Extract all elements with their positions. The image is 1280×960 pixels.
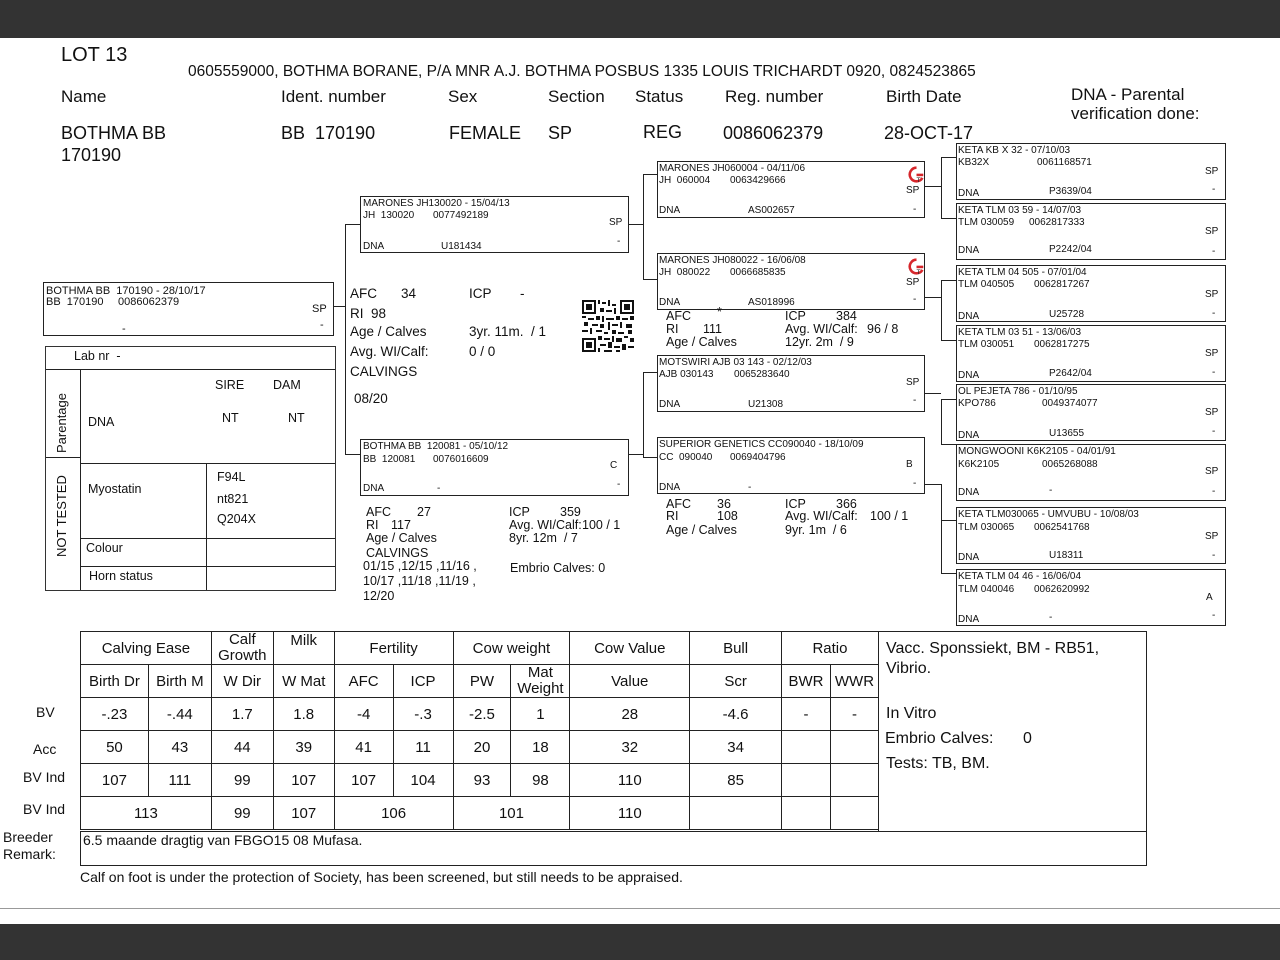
row-acc <box>81 731 879 764</box>
gp-ss-ident: JH 060004 <box>659 175 711 186</box>
ggp-8-section: A <box>1206 592 1213 603</box>
dd-age-label: Age / Calves <box>666 523 737 537</box>
gp-sd-dash: - <box>913 294 917 305</box>
dam-ri: 117 <box>391 518 411 532</box>
ggp-3-dash: - <box>1212 308 1216 319</box>
remark-box <box>80 831 1147 866</box>
group-fertility: Fertility <box>334 632 453 665</box>
row-label-bv-ind: BV Ind <box>23 769 66 785</box>
ggp-3-title: KETA TLM 04 505 - 07/01/04 <box>958 267 1087 278</box>
remark-text: 6.5 maande dragtig van FBGO15 08 Mufasa. <box>83 832 363 848</box>
dam-reg: 0076016609 <box>433 454 489 465</box>
row-label-acc: Acc <box>33 741 57 757</box>
ggp-7-dash: - <box>1212 550 1216 561</box>
embrio-label: Embrio Calves: <box>885 730 994 747</box>
sd-avg-label: Avg. WI/Calf: <box>785 322 858 336</box>
gp-ss-title: MARONES JH060004 - 04/11/06 <box>659 163 806 174</box>
ggp-6-dash: - <box>1212 486 1216 497</box>
ggp-4-dna-label: DNA <box>958 370 980 381</box>
sire-reg: 0077492189 <box>433 210 489 221</box>
cell <box>830 731 878 764</box>
row-bv-ind <box>81 764 879 797</box>
cell: 1.7 <box>211 698 273 731</box>
ggp-5-title: OL PEJETA 786 - 01/10/95 <box>958 386 1078 397</box>
dam-header: DAM <box>273 378 301 392</box>
cell: 106 <box>334 797 453 830</box>
sd-afc-label: AFC <box>666 309 691 323</box>
bottom-divider <box>0 908 1280 909</box>
sire-dna-label: DNA <box>363 241 385 252</box>
ggp-5-dna: U13655 <box>1049 428 1085 439</box>
ggp-4-title: KETA TLM 03 51 - 13/06/03 <box>958 327 1082 338</box>
ggp-5-dna-label: DNA <box>958 430 980 441</box>
stat-icp: - <box>520 286 525 301</box>
dam-ri-label: RI <box>366 518 379 532</box>
dam-dna-label: DNA <box>363 483 385 494</box>
cell: 20 <box>453 731 511 764</box>
dam-age: 8yr. 12m / 7 <box>509 531 578 545</box>
vaccination-line2: Vibrio. <box>886 660 932 677</box>
cell: 110 <box>570 797 690 830</box>
stat-afc-label: AFC <box>350 286 377 301</box>
stat-icp-label: ICP <box>469 286 492 301</box>
stat-ri-label: RI <box>350 306 364 321</box>
cell: 107 <box>334 764 393 797</box>
gp-sd-section: SP <box>906 277 920 288</box>
cell: -.23 <box>81 698 149 731</box>
gp-ds-reg: 0065283640 <box>734 369 790 380</box>
gp-dd-ident: CC 090040 <box>659 452 713 463</box>
group-ratio: Ratio <box>781 632 878 665</box>
col-value: Value <box>570 665 690 698</box>
row-bv <box>81 698 879 731</box>
cell: 93 <box>453 764 511 797</box>
cell: 85 <box>690 764 782 797</box>
cell: 43 <box>148 731 211 764</box>
cell: 113 <box>81 797 212 830</box>
cell: -.3 <box>393 698 453 731</box>
gp-dd-title: SUPERIOR GENETICS CC090040 - 18/10/09 <box>659 439 864 450</box>
ggp-8-dash: - <box>1212 610 1216 621</box>
gp-ss-dash: - <box>913 204 917 215</box>
ggp-7-dna: U18311 <box>1049 550 1084 561</box>
owner-line: 0605559000, BOTHMA BORANE, P/A MNR A.J. BOTHMA POSBUS 1335 LOUIS TRICHARDT 0920, 0824523865 <box>188 63 976 80</box>
col-icp: ICP <box>393 665 453 698</box>
dam-title: BOTHMA BB 120081 - 05/10/12 <box>363 441 509 452</box>
label-reg: Reg. number <box>725 87 824 106</box>
animal-section: SP <box>312 303 327 315</box>
stat-age-label: Age / Calves <box>350 324 427 339</box>
cell: 50 <box>81 731 149 764</box>
ggp-2-dna: P2242/04 <box>1049 244 1092 255</box>
gp-ds-title: MOTSWIRI AJB 03 143 - 02/12/03 <box>659 357 812 368</box>
label-section: Section <box>548 87 605 106</box>
dd-age: 9yr. 1m / 6 <box>785 523 847 537</box>
ggp-7-dna-label: DNA <box>958 552 980 563</box>
gp-ds-dash: - <box>913 395 917 406</box>
remark-label-line2: Remark: <box>3 846 56 862</box>
dd-icp: 366 <box>836 497 857 511</box>
dd-afc-label: AFC <box>666 497 691 511</box>
dd-avg: 100 / 1 <box>870 509 909 523</box>
ggp-1-dash: - <box>1212 184 1216 195</box>
value-status: REG <box>643 122 683 142</box>
dam-icp: 359 <box>560 505 581 519</box>
ggp-3-dna: U25728 <box>1049 309 1085 320</box>
ggp-1-ident: KB32X <box>958 157 990 168</box>
group-cow-weight: Cow weight <box>453 632 570 665</box>
label-dna-line2: verification done: <box>1071 104 1200 123</box>
cell: 18 <box>511 731 570 764</box>
cell <box>690 797 782 830</box>
cell <box>830 764 878 797</box>
gp-ds-dna-label: DNA <box>659 399 681 410</box>
sire-header: SIRE <box>215 378 245 392</box>
gp-ss-section: SP <box>906 185 920 196</box>
cell: 99 <box>211 764 273 797</box>
stat-age: 3yr. 11m. / 1 <box>469 324 547 339</box>
ggp-8-dna: - <box>1049 612 1053 623</box>
value-ident: BB 170190 <box>281 123 376 143</box>
cell: - <box>830 698 878 731</box>
cell <box>830 797 878 830</box>
animal-ident: BB 170190 <box>46 296 104 308</box>
svg-text:T: T <box>916 269 921 275</box>
gp-ss-dna-label: DNA <box>659 205 681 216</box>
dd-icp-label: ICP <box>785 497 806 511</box>
dam-embrio: Embrio Calves: 0 <box>510 561 606 575</box>
in-vitro: In Vitro <box>886 705 937 722</box>
animal-dash1: - <box>320 319 324 331</box>
stat-avg: 0 / 0 <box>469 344 496 359</box>
society-logo-icon <box>908 258 925 275</box>
sd-avg: 96 / 8 <box>867 322 899 336</box>
label-name: Name <box>61 87 107 106</box>
col-bwr: BWR <box>781 665 830 698</box>
ggp-4-section: SP <box>1205 348 1219 359</box>
dam-calvings-line3: 12/20 <box>363 589 395 603</box>
label-birth: Birth Date <box>886 87 962 106</box>
gp-sd-ident: JH 080022 <box>659 267 711 278</box>
dam-avg: 100 / 1 <box>582 518 621 532</box>
great-grandparent-card-3 <box>956 265 1226 322</box>
sd-ri-label: RI <box>666 322 679 336</box>
grandparent-card-sd <box>657 253 925 310</box>
sd-afc: * <box>717 305 722 319</box>
cell: 44 <box>211 731 273 764</box>
row-bv-ind-group <box>81 797 879 830</box>
ggp-3-reg: 0062817267 <box>1034 279 1090 290</box>
ggp-6-reg: 0065268088 <box>1042 459 1098 470</box>
dna-label: DNA <box>88 415 115 429</box>
ggp-2-dna-label: DNA <box>958 245 980 256</box>
gp-dd-dna-label: DNA <box>659 482 681 493</box>
tests: Tests: TB, BM. <box>886 755 990 772</box>
col-mat-weight: Mat Weight <box>511 665 570 698</box>
colour-label: Colour <box>86 541 123 555</box>
col-birth-m: Birth M <box>148 665 211 698</box>
gp-dd-section: B <box>906 459 913 470</box>
great-grandparent-card-1 <box>956 143 1226 200</box>
ggp-3-dna-label: DNA <box>958 311 980 322</box>
dam-ident: BB 120081 <box>363 454 416 465</box>
qr-code <box>582 300 634 352</box>
cell: 104 <box>393 764 453 797</box>
cell: 28 <box>570 698 690 731</box>
ggp-2-dash: - <box>1212 246 1216 257</box>
dam-section: C <box>610 460 618 471</box>
gp-dd-dash: - <box>913 478 917 489</box>
animal-dash2: - <box>122 323 126 335</box>
value-birth: 28-OCT-17 <box>884 123 974 143</box>
ggp-6-section: SP <box>1205 466 1219 477</box>
cell <box>781 764 830 797</box>
dam-calvings-label: CALVINGS <box>366 546 429 560</box>
value-reg: 0086062379 <box>723 123 824 143</box>
great-grandparent-card-6 <box>956 444 1226 501</box>
not-tested-label: NOT TESTED <box>54 475 69 557</box>
ggp-1-reg: 0061168571 <box>1037 157 1092 168</box>
dd-afc: 36 <box>717 497 731 511</box>
gp-sd-reg: 0066685835 <box>730 267 786 278</box>
cell: 110 <box>570 764 690 797</box>
col-w-dir: W Dir <box>211 665 273 698</box>
embrio-value: 0 <box>1023 730 1032 747</box>
ggp-7-ident: TLM 030065 <box>958 522 1015 533</box>
cell: 34 <box>690 731 782 764</box>
ggp-7-title: KETA TLM030065 - UMVUBU - 10/08/03 <box>958 509 1139 520</box>
value-name-line1: BOTHMA BB <box>61 123 167 143</box>
col-scr: Scr <box>690 665 782 698</box>
remark-label-line1: Breeder <box>3 829 53 845</box>
ggp-2-section: SP <box>1205 226 1219 237</box>
ggp-4-ident: TLM 030051 <box>958 339 1015 350</box>
cell: 1 <box>511 698 570 731</box>
animal-card <box>43 282 334 336</box>
myostatin-label: Myostatin <box>88 482 142 496</box>
ggp-2-ident: TLM 030059 <box>958 217 1015 228</box>
gp-ss-dna: AS002657 <box>748 205 795 216</box>
dam-dash: - <box>617 479 621 490</box>
gp-ds-dna: U21308 <box>748 399 784 410</box>
cell: 107 <box>273 764 334 797</box>
label-ident: Ident. number <box>281 87 386 106</box>
society-logo-icon <box>908 166 925 183</box>
ggp-6-ident: K6K2105 <box>958 459 1000 470</box>
dam-card <box>360 439 629 496</box>
sire-dna: NT <box>222 411 239 425</box>
ggp-1-dna: P3639/04 <box>1049 186 1092 197</box>
sire-card <box>360 196 629 253</box>
group-bull: Bull <box>690 632 782 665</box>
great-grandparent-card-8 <box>956 569 1226 626</box>
grandparent-card-ss <box>657 161 925 218</box>
ggp-5-ident: KPO786 <box>958 398 996 409</box>
sire-ident: JH 130020 <box>363 210 415 221</box>
ggp-8-ident: TLM 040046 <box>958 584 1015 595</box>
vaccination-line1: Vacc. Sponssiekt, BM - RB51, <box>886 640 1100 657</box>
cell: 99 <box>211 797 273 830</box>
stat-calvings: 08/20 <box>354 391 388 406</box>
bottom-frame-bar <box>0 924 1280 960</box>
cell: 1.8 <box>273 698 334 731</box>
lab-panel <box>45 346 336 591</box>
gp-dd-dna: - <box>748 482 752 493</box>
cell: -4.6 <box>690 698 782 731</box>
value-name-line2: 170190 <box>61 145 122 165</box>
great-grandparent-card-2 <box>956 203 1226 260</box>
gp-dd-reg: 0069404796 <box>730 452 786 463</box>
ggp-5-reg: 0049374077 <box>1042 398 1098 409</box>
col-pw: PW <box>453 665 511 698</box>
label-sex: Sex <box>448 87 478 106</box>
gp-ss-reg: 0063429666 <box>730 175 786 186</box>
ggp-7-reg: 0062541768 <box>1034 522 1090 533</box>
gp-sd-title: MARONES JH080022 - 16/06/08 <box>659 255 806 266</box>
sire-section: SP <box>609 217 623 228</box>
dam-afc-label: AFC <box>366 505 391 519</box>
group-calf-growth: Calf Growth <box>211 632 273 665</box>
breeding-values-table <box>80 631 879 830</box>
sire-title: MARONES JH130020 - 15/04/13 <box>363 198 510 209</box>
label-dna-line1: DNA - Parental <box>1071 85 1185 104</box>
sd-age: 12yr. 2m / 9 <box>785 335 854 349</box>
stat-ri: 98 <box>371 306 387 321</box>
sd-ri: 111 <box>703 322 723 336</box>
dam-dna: - <box>437 483 441 494</box>
animal-title: BOTHMA BB 170190 - 28/10/17 <box>46 285 206 297</box>
parentage-label: Parentage <box>54 393 69 453</box>
dd-avg-label: Avg. WI/Calf: <box>785 509 858 523</box>
dam-calvings-line2: 10/17 ,11/18 ,11/19 , <box>363 574 476 588</box>
grandparent-card-dd <box>657 437 925 494</box>
row-label-bv-ind-2: BV Ind <box>23 801 66 817</box>
myo-value-2: nt821 <box>217 492 249 506</box>
ggp-7-section: SP <box>1205 531 1219 542</box>
ggp-4-reg: 0062817275 <box>1034 339 1090 350</box>
top-frame-bar <box>0 0 1280 38</box>
cell: 39 <box>273 731 334 764</box>
cell: 107 <box>273 797 334 830</box>
gp-ds-ident: AJB 030143 <box>659 369 714 380</box>
dam-afc: 27 <box>417 505 431 519</box>
svg-text:T: T <box>916 177 921 183</box>
label-status: Status <box>635 87 684 106</box>
cell: -2.5 <box>453 698 511 731</box>
gp-sd-dna-label: DNA <box>659 297 681 308</box>
cell: 11 <box>393 731 453 764</box>
sd-icp-label: ICP <box>785 309 806 323</box>
sire-dna: U181434 <box>441 241 482 252</box>
footer-note: Calf on foot is under the protection of Society, has been screened, but still needs to be appraised. <box>80 869 683 885</box>
col-birth-dr: Birth Dr <box>81 665 149 698</box>
ggp-4-dna: P2642/04 <box>1049 368 1092 379</box>
ggp-6-dna: - <box>1049 485 1053 496</box>
myo-value-3: Q204X <box>217 512 256 526</box>
cell: 111 <box>148 764 211 797</box>
group-cow-value: Cow Value <box>570 632 690 665</box>
stat-avg-label: Avg. WI/Calf: <box>350 344 429 359</box>
col-afc: AFC <box>334 665 393 698</box>
cell: 32 <box>570 731 690 764</box>
dam-dna: NT <box>288 411 305 425</box>
ggp-2-title: KETA TLM 03 59 - 14/07/03 <box>958 205 1082 216</box>
ggp-8-title: KETA TLM 04 46 - 16/06/04 <box>958 571 1082 582</box>
myo-value-1: F94L <box>217 470 246 484</box>
ggp-6-dna-label: DNA <box>958 487 980 498</box>
col-w-mat: W Mat <box>273 665 334 698</box>
notes-panel <box>878 631 1147 832</box>
value-section: SP <box>548 123 573 143</box>
dam-age-label: Age / Calves <box>366 531 437 545</box>
great-grandparent-card-7 <box>956 507 1226 564</box>
cell <box>781 797 830 830</box>
cell: 98 <box>511 764 570 797</box>
col-wwr: WWR <box>830 665 878 698</box>
dam-calvings-line1: 01/15 ,12/15 ,11/16 , <box>363 559 477 573</box>
cell <box>781 731 830 764</box>
stat-calvings-label: CALVINGS <box>350 364 418 379</box>
ggp-1-title: KETA KB X 32 - 07/10/03 <box>958 145 1071 156</box>
ggp-1-dna-label: DNA <box>958 188 980 199</box>
row-label-bv: BV <box>36 704 55 720</box>
dam-icp-label: ICP <box>509 505 530 519</box>
ggp-3-ident: TLM 040505 <box>958 279 1015 290</box>
ggp-1-section: SP <box>1205 166 1219 177</box>
lab-number: Lab nr - <box>74 349 121 363</box>
ggp-2-reg: 0062817333 <box>1029 217 1085 228</box>
ggp-6-title: MONGWOONI K6K2105 - 04/01/91 <box>958 446 1116 457</box>
cell: - <box>781 698 830 731</box>
cell: 101 <box>453 797 570 830</box>
cell: 41 <box>334 731 393 764</box>
gp-ds-section: SP <box>906 377 920 388</box>
gp-sd-dna: AS018996 <box>748 297 795 308</box>
dam-avg-label: Avg. WI/Calf: <box>509 518 582 532</box>
ggp-4-dash: - <box>1212 367 1216 378</box>
grandparent-card-ds <box>657 355 925 412</box>
sd-icp: 384 <box>836 309 857 323</box>
dd-ri-label: RI <box>666 509 679 523</box>
ggp-5-section: SP <box>1205 407 1219 418</box>
cell: -.44 <box>148 698 211 731</box>
dd-ri: 108 <box>717 509 738 523</box>
cell: -4 <box>334 698 393 731</box>
group-milk: Milk <box>273 632 334 665</box>
animal-reg: 0086062379 <box>118 296 180 308</box>
great-grandparent-card-5 <box>956 384 1226 441</box>
lot-title: LOT 13 <box>61 44 128 66</box>
value-sex: FEMALE <box>449 123 522 143</box>
ggp-5-dash: - <box>1212 426 1216 437</box>
cell: 107 <box>81 764 149 797</box>
ggp-8-dna-label: DNA <box>958 614 980 625</box>
ggp-8-reg: 0062620992 <box>1034 584 1090 595</box>
sire-dash: - <box>617 236 621 247</box>
group-calving-ease: Calving Ease <box>81 632 212 665</box>
sd-age-label: Age / Calves <box>666 335 737 349</box>
horn-label: Horn status <box>89 569 153 583</box>
ggp-3-section: SP <box>1205 289 1219 300</box>
stat-afc: 34 <box>401 286 417 301</box>
great-grandparent-card-4 <box>956 325 1226 382</box>
